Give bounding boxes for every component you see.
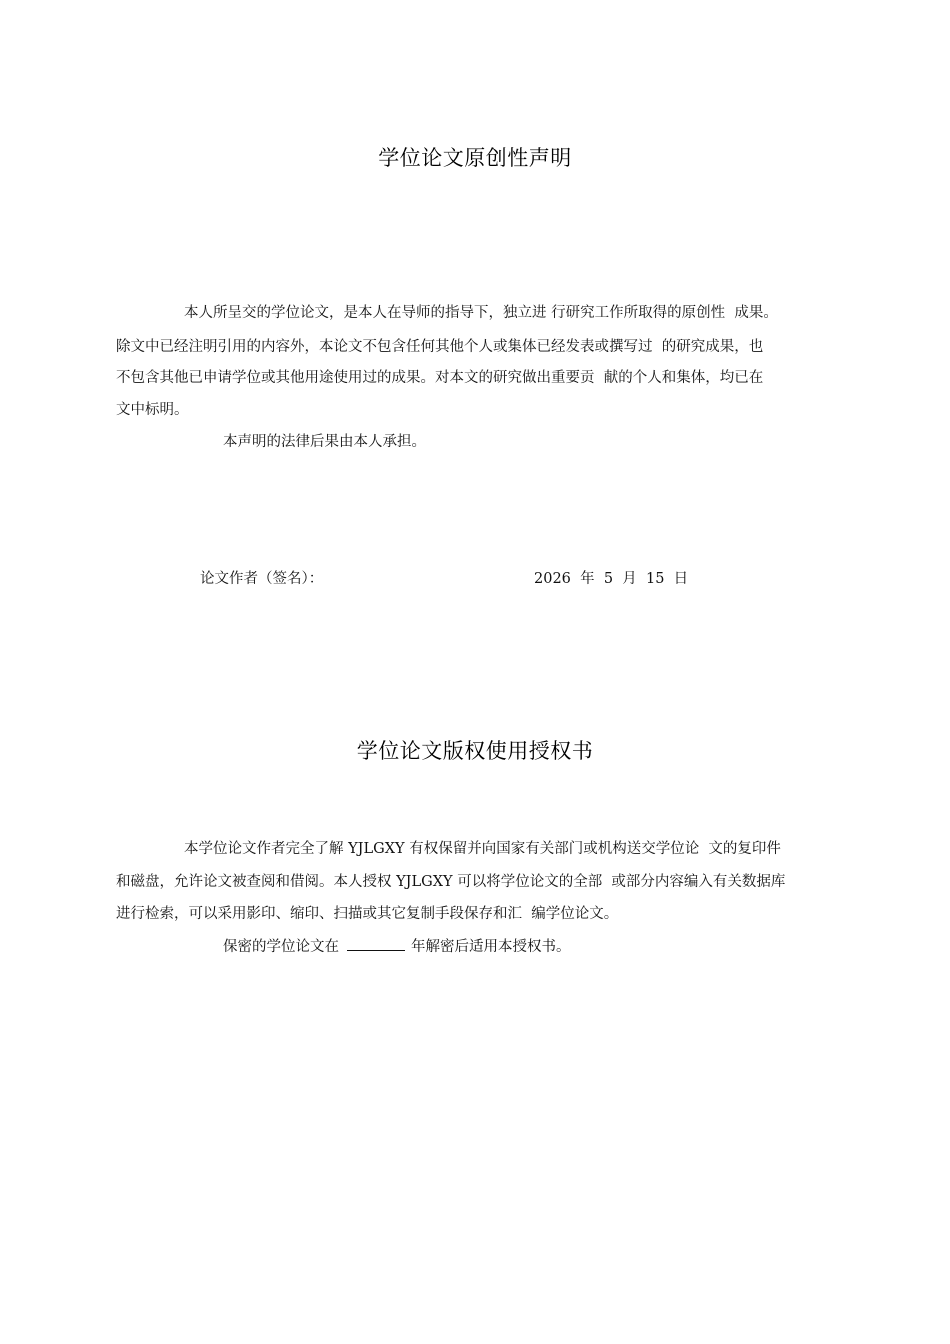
- originality-paragraph-line: 本人所呈交的学位论文，是本人在导师的指导下，独立进 行研究工作所取得的原创性 成果。: [184, 305, 778, 321]
- confidentiality-text-after: 年解密后适用本授权书。: [411, 939, 571, 955]
- authorization-paragraph-line: 本学位论文作者完全了解 YJLGXY 有权保留并向国家有关部门或机构送交学位论 文的复印件: [184, 841, 781, 857]
- confidentiality-text-before: 保密的学位论文在: [223, 939, 339, 955]
- originality-paragraph-line: 除文中已经注明引用的内容外，本论文不包含任何其他个人或集体已经发表或撰写过 的研究成果，也: [116, 339, 764, 355]
- originality-paragraph-line: 文中标明。: [116, 402, 189, 418]
- authorization-paragraph-line: 和磁盘，允许论文被查阅和借阅。本人授权 YJLGXY 可以将学位论文的全部 或部分内容编入有关数据库: [116, 874, 786, 890]
- originality-title: 学位论文原创性声明: [378, 146, 572, 170]
- confidentiality-statement: [223, 937, 571, 957]
- authorization-title: 学位论文版权使用授权书: [356, 739, 594, 763]
- signature-date: 2026 年 5 月 15 日: [534, 571, 689, 587]
- originality-paragraph-line: 不包含其他已申请学位或其他用途使用过的成果。对本文的研究做出重要贡 献的个人和集体，均已在: [116, 370, 764, 386]
- authorization-paragraph-line: 进行检索，可以采用影印、缩印、扫描或其它复制手段保存和汇 编学位论文。: [116, 906, 619, 922]
- year-blank-field[interactable]: [347, 938, 405, 951]
- legal-responsibility-statement: 本声明的法律后果由本人承担。: [223, 434, 426, 450]
- author-signature-label: 论文作者（签名）：: [200, 571, 324, 587]
